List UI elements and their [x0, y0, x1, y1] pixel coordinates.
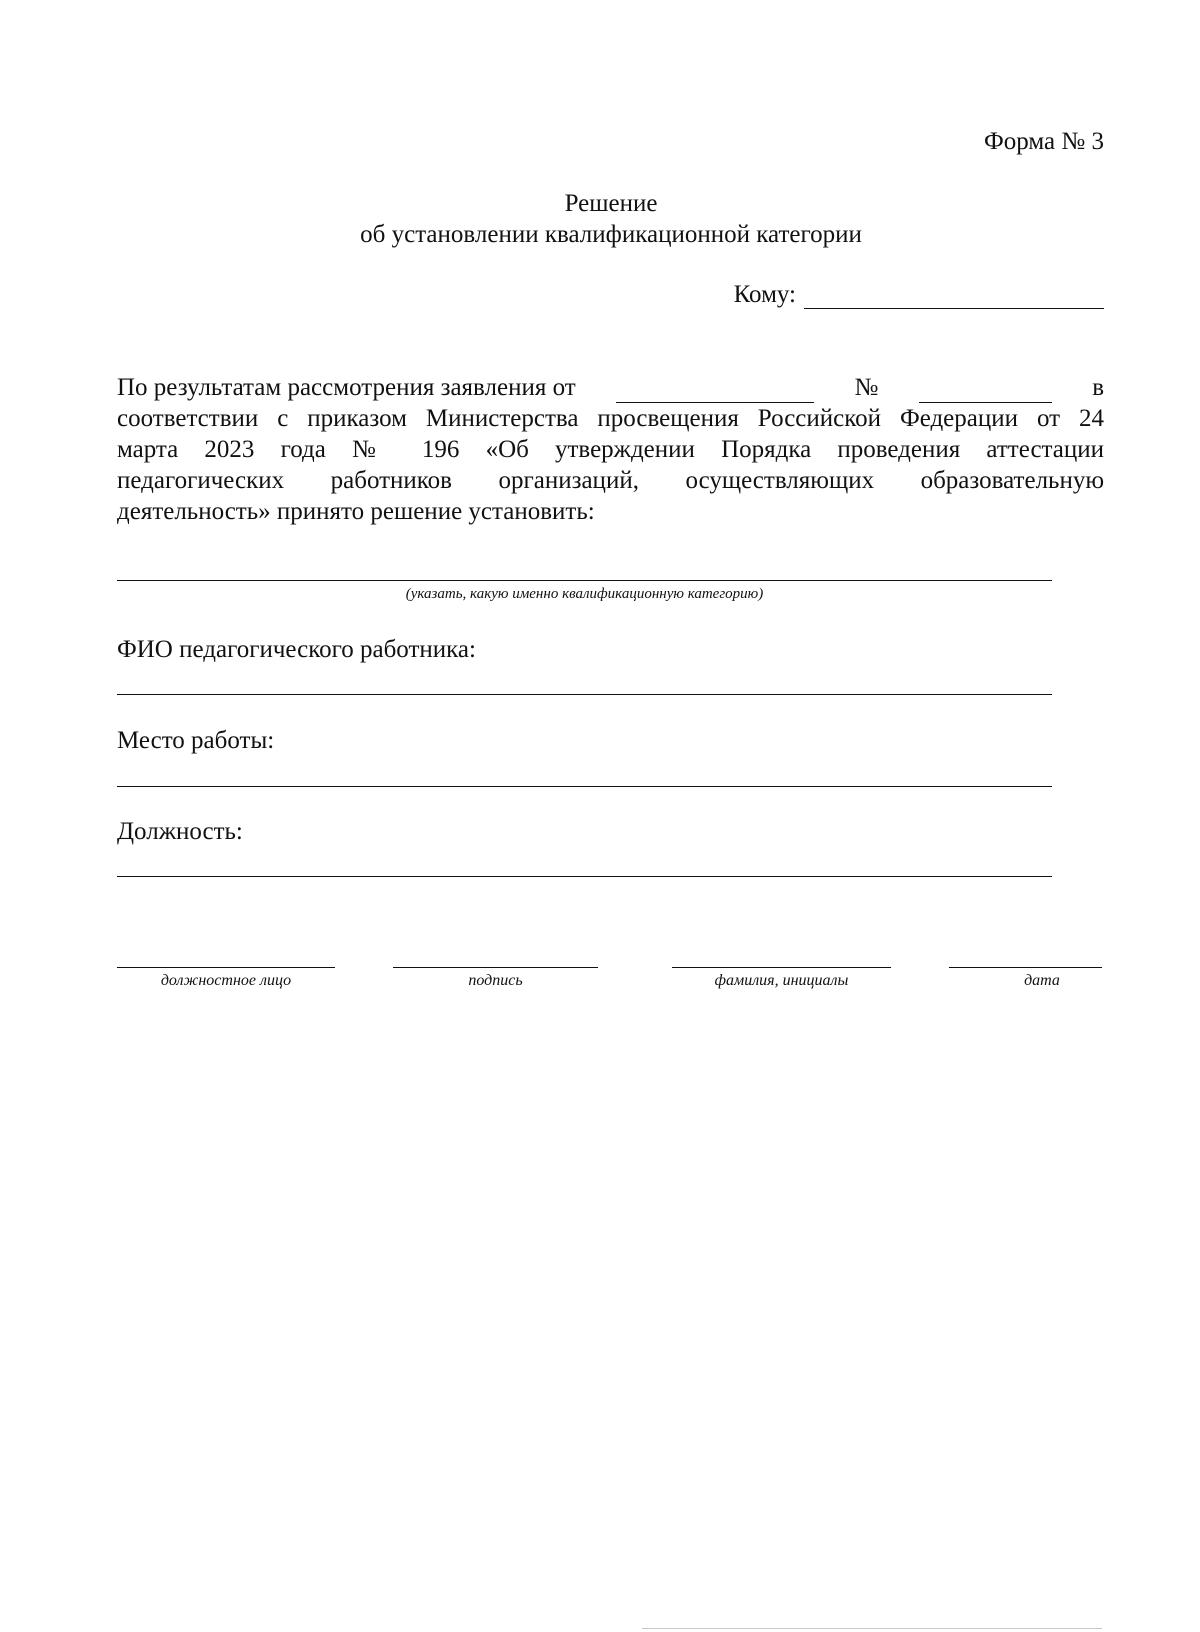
recipient-blank[interactable]	[804, 284, 1104, 309]
paragraph-line: педагогических работников организаций, осуществляющих образовательную	[117, 467, 1104, 494]
recipient-field	[734, 281, 1104, 309]
paragraph-line: деятельность» принято решение установить:	[117, 498, 595, 525]
paragraph-line: марта 2023 года № 196 «Об утверждении Порядка проведения аттестации	[117, 436, 1104, 463]
paragraph-body	[117, 403, 1104, 527]
workplace-label: Место работы:	[117, 727, 275, 754]
workplace-blank[interactable]	[117, 786, 1052, 787]
fio-label: ФИО педагогического работника:	[117, 636, 476, 663]
fio-blank[interactable]	[117, 694, 1052, 695]
paragraph-line: соответствии с приказом Министерства просвещения Российской Федерации от 24	[117, 405, 1104, 432]
paragraph-first-line	[117, 372, 1104, 403]
document-subtitle: об установлении квалификационной категории	[360, 221, 862, 248]
official-signature-line[interactable]	[117, 967, 335, 968]
application-date-blank[interactable]	[616, 378, 814, 403]
name-initials-caption: фамилия, инициалы	[714, 972, 849, 989]
signature-line[interactable]	[393, 967, 598, 968]
scan-edge-line	[642, 1628, 1102, 1629]
date-caption: дата	[1024, 972, 1060, 989]
recipient-label: Кому:	[733, 281, 796, 308]
document-title: Решение	[564, 190, 658, 217]
position-blank[interactable]	[117, 876, 1052, 877]
category-caption: (указать, какую именно квалификационную категорию)	[405, 586, 764, 602]
form-number: Форма № 3	[984, 128, 1104, 155]
signature-caption: подпись	[468, 972, 523, 989]
position-label: Должность:	[117, 818, 243, 845]
category-blank[interactable]	[117, 580, 1052, 581]
number-sign: №	[854, 374, 879, 401]
paragraph-start-text: По результатам рассмотрения заявления от	[117, 374, 576, 401]
official-caption: должностное лицо	[160, 972, 292, 989]
application-number-blank[interactable]	[919, 378, 1052, 403]
paragraph-first-line-end: в	[1092, 374, 1104, 401]
date-line[interactable]	[949, 967, 1102, 968]
name-initials-line[interactable]	[672, 967, 891, 968]
